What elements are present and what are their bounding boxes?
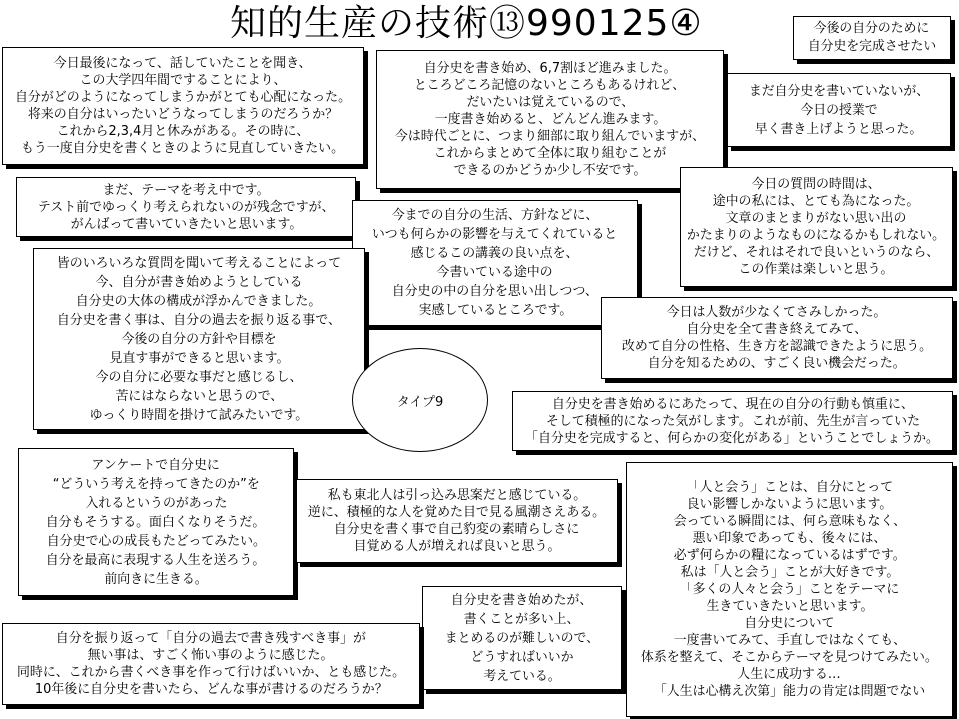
comment-box [33, 248, 365, 430]
comment-box [422, 586, 622, 690]
comment-line: 10年後に自分史を書いたら、どんな事が書けるのだろうか？ [34, 682, 388, 697]
comment-line: 自分史を書き始め、6,7割ほど進みました。 [423, 61, 677, 76]
comment-line: 今日の質問の時間は、 [751, 177, 882, 192]
comment-line: 自分がどのようになってしまうかがとても心配になった。 [14, 90, 351, 105]
comment-line: もう一度自分史を書くときのように見直していきたい。 [21, 141, 345, 156]
comment-line: 感じるこの講義の良い点を、 [411, 246, 579, 261]
comment-box [16, 177, 356, 237]
comment-line: 悪い印象であっても、後々には、 [692, 531, 887, 546]
comment-line: 早く書き上げようと思った。 [755, 121, 923, 137]
comment-box [680, 167, 953, 287]
comment-line: 人生に成功する… [737, 667, 842, 682]
comment-line: 今日最後になって、話していたことを聞き、 [54, 56, 312, 71]
comment-line: 自分史を書く事は、自分の過去を振り返る事で、 [56, 312, 342, 328]
comment-line: だいたいは覚えているので、 [466, 95, 634, 110]
comment-line: 見直す事ができると思います。 [109, 350, 289, 366]
comment-line: 実感しているところです。 [418, 303, 572, 318]
comment-line: 一度書いてみて、手直しではなくても、 [673, 633, 906, 648]
comment-box [352, 200, 638, 326]
comment-line: 「人生は心構え次第」能力の肯定は問題でない [653, 684, 926, 699]
comment-line: 自分史の大体の構成が浮かんできました。 [76, 293, 322, 309]
comment-line: 今までの自分の生活、方針などに、 [391, 208, 599, 223]
comment-box [376, 50, 724, 189]
comment-line: 今は時代ごとに、つまり細部に取り組んでいますが、 [394, 129, 706, 144]
comment-box [2, 623, 420, 705]
page-title: 知的生産の技術⑬990125④ [230, 3, 703, 44]
comment-line: 今日の授業で [800, 102, 878, 118]
comment-line: 一度書き始めると、どんどん進みます。 [434, 112, 666, 127]
comment-line: この大学四年間ですることにより、 [79, 73, 287, 88]
comment-line: この作業は楽しいと思う。 [739, 262, 894, 277]
comment-line: 無い事は、すごく怖い事のように感じた。 [88, 648, 334, 663]
comment-line: 今、自分が書き始めようとしている [95, 274, 303, 290]
comment-line: 私も東北人は引っ込み思案だと感じている。 [327, 488, 587, 503]
comment-line: 皆のいろいろな質問を聞いて考えることによって [56, 255, 342, 271]
comment-line: 生きていきたいと思います。 [706, 599, 873, 614]
comment-line: これからまとめて全体に取り組むことが [433, 146, 667, 161]
comment-line: 今後の自分の方針や目標を [121, 331, 277, 347]
comment-line: 自分もそうする。面白くなりそうだ。 [46, 514, 266, 530]
comment-line: ところどころ記憶のないところもあるけれど、 [414, 78, 686, 93]
comment-line: 改めて自分の性格、生き方を認識できたように思う。 [621, 339, 933, 354]
comment-line: 今の自分に必要な事だと感じるし、 [95, 369, 303, 385]
comment-line: 「自分史を完成すると、何らかの変化がある」ということでしょうか。 [525, 430, 940, 446]
comment-line: そして積極的になった気がします。これが前、先生が言っていた [545, 413, 920, 429]
comment-line: 将来の自分はいったいどうなってしまうのだろうか？ [27, 107, 339, 122]
comment-line: 「多くの人々と会う」ことをテーマに [679, 582, 900, 597]
comment-line: まだ、テーマを考え中です。 [102, 182, 270, 198]
comment-line: これから2,3,4月と休みがある。その時に、 [56, 124, 310, 139]
comment-line: 自分史を書き始めるにあたって、現在の自分の行動も慎重に、 [551, 396, 914, 412]
comment-box [512, 391, 953, 451]
comment-line: 「人と会う」ことは、自分にとって [686, 480, 893, 495]
comment-line: 考えている。 [483, 668, 561, 684]
comment-box [793, 16, 951, 60]
comment-line: 今後の自分のために [814, 21, 930, 36]
comment-line: 自分史の中の自分を思い出しつつ、 [391, 284, 599, 299]
comment-line: 自分史を書き始めたが、 [451, 592, 593, 608]
comment-box [296, 479, 618, 563]
comment-box [626, 462, 953, 717]
comment-line: 自分史で心の成長もたどってみたい。 [46, 533, 266, 549]
type-label-text: タイプ9 [396, 394, 444, 410]
comment-box [727, 73, 951, 147]
comment-line: まだ自分史を書いていないが、 [748, 83, 930, 99]
comment-line: 自分史を全て書き終えてみて、 [686, 322, 868, 337]
comment-line: 前向きに生きる。 [104, 571, 208, 587]
comment-line: 良い影響しかないように思います。 [686, 497, 893, 512]
comment-line: かたまりのようなものになるかもしれない。 [687, 228, 946, 243]
comment-line: いつも何らかの影響を与えてくれていると [372, 227, 618, 242]
comment-line: 私は「人と会う」ことが大好きです。 [680, 565, 899, 580]
comment-line: 途中の私には、とても為になった。 [713, 194, 920, 209]
comment-box [2, 47, 364, 165]
comment-line: “どういう考えを持ってきたのか”を [52, 476, 260, 492]
comment-line: 書くことが多い上、 [464, 611, 580, 627]
comment-line: 苦にはならないと思うので、 [115, 388, 283, 404]
comment-line: だけど、それはそれで良いというのなら、 [693, 245, 940, 260]
comment-line: 自分史を完成させたい [807, 39, 937, 54]
comment-box [18, 448, 294, 596]
comment-line: 自分を振り返って「自分の過去で書き残すべき事」が [55, 631, 367, 646]
comment-line: がんばって書いていきたいと思います。 [70, 216, 302, 232]
comment-line: 今日は人数が少なくてさみしかった。 [667, 305, 887, 320]
comment-line: まとめるのが難しいので、 [444, 630, 600, 646]
comment-line: どうすればいいか [470, 649, 574, 665]
comment-box [601, 297, 953, 379]
comment-line: 必ず何らかの糧になっているはずです。 [673, 548, 906, 563]
comment-line: ゆっくり時間を掛けて試みたいです。 [89, 407, 309, 423]
comment-line: 逆に、積極的な人を覚めた目で見る風潮さえある。 [308, 505, 606, 520]
comment-line: 入れるというのがあった [85, 495, 227, 511]
type-label [352, 348, 488, 452]
comment-line: 自分を知るための、すごく良い機会だった。 [648, 356, 906, 371]
comment-line: 会っている瞬間には、何ら意味もなく、 [673, 514, 906, 529]
comment-line: テスト前でゆっくり考えられないのが残念ですが、 [37, 199, 335, 215]
comment-line: できるのかどうか少し不安です。 [453, 163, 647, 178]
comment-line: 自分史について [744, 616, 835, 631]
comment-line: 体系を整えて、そこからテーマを見つけてみたい。 [641, 650, 938, 665]
comment-line: 文章のまとまりがない思い出の [726, 211, 907, 226]
comment-line: 自分を最高に表現する人生を送ろう。 [46, 552, 266, 568]
comment-line: 自分史を書く事で自己豹変の素晴らしさに [334, 522, 580, 537]
comment-line: 同時に、これから書くべき事を作って行けばいいか、とも感じた。 [16, 665, 406, 680]
comment-line: 目覚める人が増えれば良いと思う。 [353, 539, 561, 554]
comment-line: 今書いている途中の [436, 265, 554, 280]
comment-line: アンケートで自分史に [91, 457, 221, 473]
